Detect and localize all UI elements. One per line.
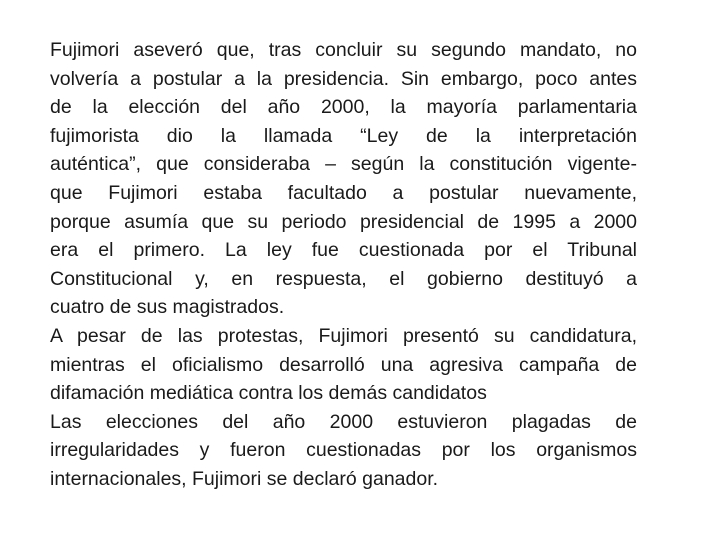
text-line: irregularidades y fueron cuestionadas por los organismos bbox=[50, 439, 637, 462]
paragraph-3 bbox=[50, 408, 637, 494]
text-line: Las elecciones del año 2000 estuvieron plagadas de bbox=[50, 410, 637, 433]
text-line: volvería a postular a la presidencia. Sin embargo, poco antes bbox=[50, 67, 637, 90]
text-line: porque asumía que su periodo presidencial de 1995 a 2000 bbox=[50, 210, 637, 233]
text-line: fujimorista dio la llamada “Ley de la interpretación bbox=[50, 124, 637, 147]
text-line: de la elección del año 2000, la mayoría parlamentaria bbox=[50, 96, 637, 119]
text-line: cuatro de sus magistrados. bbox=[50, 296, 285, 319]
text-line: que Fujimori estaba facultado a postular nuevamente, bbox=[50, 181, 637, 204]
text-line: auténtica”, que consideraba – según la constitución vigente- bbox=[50, 153, 637, 176]
paragraph-2 bbox=[50, 322, 637, 408]
paragraph-1 bbox=[50, 36, 637, 322]
text-line: Constitucional y, en respuesta, el gobierno destituyó a bbox=[50, 267, 637, 290]
text-line: difamación mediática contra los demás candidatos bbox=[50, 382, 487, 405]
text-body bbox=[50, 36, 637, 494]
text-line: A pesar de las protestas, Fujimori presentó su candidatura, bbox=[50, 324, 637, 347]
text-line: era el primero. La ley fue cuestionada por el Tribunal bbox=[50, 239, 637, 262]
text-line: Fujimori aseveró que, tras concluir su segundo mandato, no bbox=[50, 39, 637, 61]
text-line: mientras el oficialismo desarrolló una agresiva campaña de bbox=[50, 353, 637, 376]
text-line: internacionales, Fujimori se declaró ganador. bbox=[50, 467, 439, 490]
